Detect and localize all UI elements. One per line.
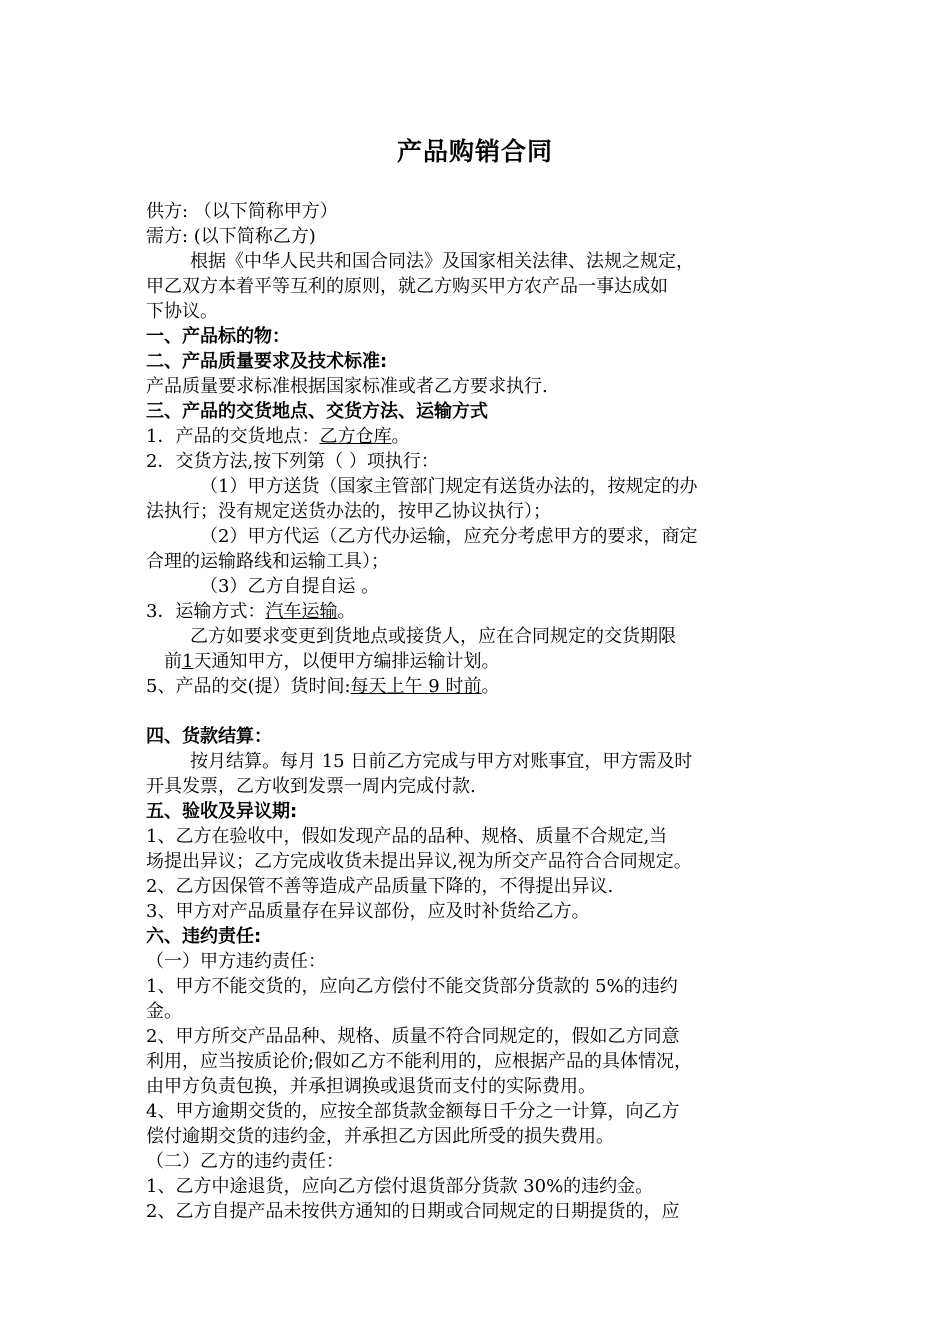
clause-line xyxy=(146,649,816,674)
clause-line: 合理的运输路线和运输工具）； xyxy=(146,551,389,572)
clause-line xyxy=(146,674,816,699)
clause-line: 乙方如要求变更到货地点或接货人，应在合同规定的交货期限 xyxy=(190,626,676,647)
section-heading: 六、违约责任: xyxy=(146,926,262,947)
paragraph-line: 开具发票，乙方收到发票一周内完成付款. xyxy=(146,776,476,797)
clause-line: （2）甲方代运（乙方代办运输，应充分考虑甲方的要求，商定 xyxy=(200,526,698,547)
clause-line: 3、甲方对产品质量存在异议部份，应及时补货给乙方。 xyxy=(146,901,590,922)
clause-line: 法执行；没有规定送货办法的，按甲乙协议执行）； xyxy=(146,501,551,522)
clause-line: 2、乙方因保管不善等造成产品质量下降的，不得提出异议. xyxy=(146,876,614,897)
section-heading: 四、货款结算： xyxy=(146,726,272,747)
clause-line: 2．交货方法,按下列第（ ）项执行： xyxy=(146,451,439,472)
subsection-heading: （一）甲方违约责任： xyxy=(146,951,326,972)
subsection-heading: （二）乙方的违约责任： xyxy=(146,1151,344,1172)
transport-mode-value: 汽车运输 xyxy=(265,601,338,622)
clause-line: 由甲方负责包换，并承担调换或退货而支付的实际费用。 xyxy=(146,1076,596,1097)
contract-body xyxy=(146,199,816,1224)
delivery-time-value: 每天上午 9 时前 xyxy=(350,676,482,697)
clause-line: 偿付逾期交货的违约金，并承担乙方因此所受的损失费用。 xyxy=(146,1126,614,1147)
clause-line: 场提出异议；乙方完成收货未提出异议,视为所交产品符合合同规定。 xyxy=(146,851,692,872)
buyer-line: 需方: (以下简称乙方) xyxy=(146,226,316,247)
clause-text: 5、产品的交(提）货时间: xyxy=(146,676,351,697)
supplier-line: 供方: （以下简称甲方） xyxy=(146,201,338,222)
clause-line xyxy=(146,424,816,449)
section-heading: 一、产品标的物： xyxy=(146,326,290,347)
clause-line xyxy=(146,599,816,624)
clause-line: （1）甲方送货（国家主管部门规定有送货办法的，按规定的办 xyxy=(200,476,698,497)
clause-line: 利用，应当按质论价;假如乙方不能利用的，应根据产品的具体情况， xyxy=(146,1051,693,1072)
section-heading: 二、产品质量要求及技术标准: xyxy=(146,351,388,372)
clause-line: 1、乙方在验收中，假如发现产品的品种、规格、质量不合规定,当 xyxy=(146,826,668,847)
clause-text: 1．产品的交货地点： xyxy=(146,426,320,447)
intro-line: 甲乙双方本着平等互利的原则，就乙方购买甲方农产品一事达成如 xyxy=(146,276,668,297)
clause-text: 前 xyxy=(164,651,182,672)
clause-line: 4、甲方逾期交货的，应按全部货款金额每日千分之一计算，向乙方 xyxy=(146,1101,680,1122)
clause-text: 3．运输方式： xyxy=(146,601,266,622)
clause-line: （3）乙方自提自运 。 xyxy=(200,576,380,597)
intro-line: 根据《中华人民共和国合同法》及国家相关法律、法规之规定， xyxy=(190,251,694,272)
clause-text: 。 xyxy=(391,426,410,447)
clause-line: 2、乙方自提产品未按供方通知的日期或合同规定的日期提货的，应 xyxy=(146,1201,680,1222)
delivery-place-value: 乙方仓库 xyxy=(319,426,392,447)
paragraph-line: 按月结算。每月 15 日前乙方完成与甲方对账事宜，甲方需及时 xyxy=(190,751,693,772)
clause-text: 。 xyxy=(337,601,356,622)
clause-line: 金。 xyxy=(146,1001,182,1022)
spacer xyxy=(146,699,816,724)
clause-line: 2、甲方所交产品品种、规格、质量不符合同规定的，假如乙方同意 xyxy=(146,1026,680,1047)
notice-days-value: 1 xyxy=(182,651,194,672)
clause-text: 天通知甲方，以便甲方编排运输计划。 xyxy=(193,651,500,672)
clause-line: 1、甲方不能交货的，应向乙方偿付不能交货部分货款的 5%的违约 xyxy=(146,976,678,997)
page-title: 产品购销合同 xyxy=(396,137,553,166)
paragraph-line: 产品质量要求标准根据国家标准或者乙方要求执行. xyxy=(146,376,548,397)
clause-text: 。 xyxy=(481,676,500,697)
section-heading: 三、产品的交货地点、交货方法、运输方式 xyxy=(146,401,488,422)
section-heading: 五、验收及异议期: xyxy=(146,801,298,822)
clause-line: 1、乙方中途退货，应向乙方偿付退货部分货款 30%的违约金。 xyxy=(146,1176,654,1197)
intro-line: 下协议。 xyxy=(146,301,218,322)
